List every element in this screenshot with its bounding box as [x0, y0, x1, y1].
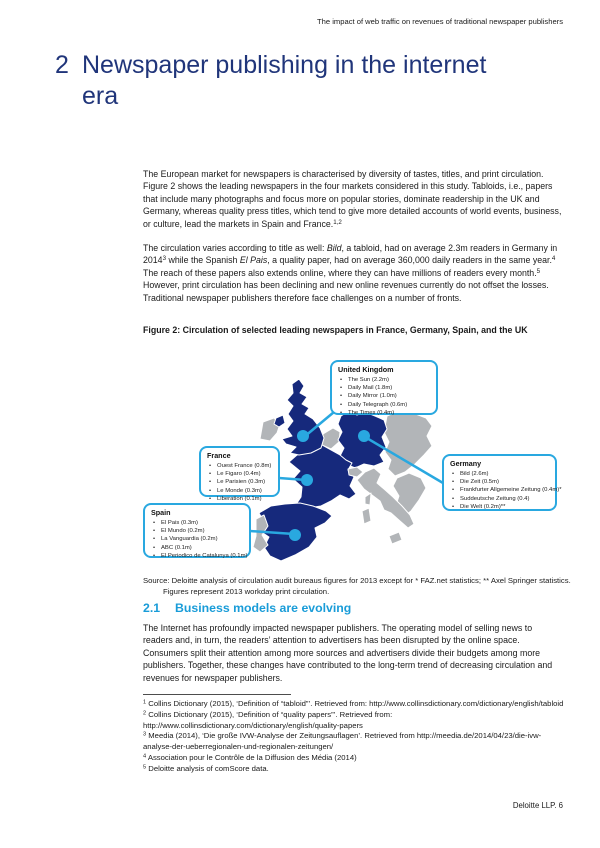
running-header: The impact of web traffic on revenues of traditional newspaper publishers	[317, 17, 563, 26]
newspaper-item: • Frankfurter Allgemeine Zeitung (0.4m)*	[450, 486, 553, 494]
title-elpais: El Pais	[239, 255, 268, 266]
newspaper-item: • El Pais (0.3m)	[151, 519, 247, 527]
newspaper-item: • Daily Mirror (1.0m)	[338, 392, 434, 400]
newspaper-item: • Die Zeit (0.5m)	[450, 478, 553, 486]
newspaper-item: • Bild (2.6m)	[450, 470, 553, 478]
footnote-divider	[143, 694, 291, 695]
title-bild: Bild	[326, 243, 342, 253]
callout-united-kingdom	[330, 360, 438, 415]
map-dot-germany	[358, 430, 370, 442]
callout-title: Germany	[450, 459, 482, 468]
figure-caption: Figure 2: Circulation of selected leading newspapers in France, Germany, Spain, and the UK	[143, 325, 528, 335]
europe-map-figure	[143, 356, 573, 570]
newspaper-item: • Le Monde (0.3m)	[207, 487, 276, 495]
newspaper-list	[207, 462, 276, 503]
footnote-2: $^2$ Collins Dictionary (2015), ‘Definition of “quality papers”’. Retrieved from: http://www.collinsdictionary.com/dictionary/english/quality-papers	[143, 709, 393, 730]
newspaper-list	[450, 470, 562, 511]
map-island-corsica	[365, 493, 371, 505]
callout-title: Spain	[151, 508, 171, 517]
newspaper-item: • Le Figaro (0.4m)	[207, 470, 276, 478]
newspaper-item: • Daily Mail (1.8m)	[338, 384, 434, 392]
newspaper-item: • Daily Telegraph (0.6m)	[338, 401, 434, 409]
paragraph-intro-1: The European market for newspapers is characterised by diversity of tastes, titles, and print circulation. Figure 2 shows the leading newspapers in the four markets considered in this study. Tabloids, i.e., papers that include many photographs and focus more on popular stories, dominate readership in the UK and Germany, whereas quality press titles, which tend to give more detailed accounts of world events, business, or culture, lead the markets in Spain and France.$^{1,2}$	[143, 169, 562, 229]
newspaper-item: • The Sun (2.2m)	[338, 376, 434, 384]
page-title	[55, 50, 560, 112]
footnote-4: $^4$ Association pour le Contrôle de la Diffusion des Média (2014)	[143, 752, 357, 762]
map-island-sicily	[389, 532, 402, 544]
footnote-ref-5: 5	[536, 267, 541, 275]
footnote-5: $^5$ Deloitte analysis of comScore data.	[143, 763, 269, 773]
page-title-text: Newspaper publishing in the internet era	[82, 51, 487, 110]
newspaper-list	[151, 519, 247, 560]
section-heading	[143, 601, 564, 615]
footnotes-block	[143, 699, 567, 775]
map-dot-spain	[289, 529, 301, 541]
map-country-switzerland	[348, 467, 363, 477]
footnote-ref-4: 4	[551, 255, 556, 263]
callout-france	[199, 446, 280, 502]
newspaper-item: • El Mundo (0.2m)	[151, 527, 247, 535]
section-number: 2.1	[143, 601, 161, 615]
map-region-northern-ireland	[274, 415, 285, 427]
newspaper-item: • Liberation (0.1m)	[207, 495, 276, 503]
callout-title: United Kingdom	[338, 365, 394, 374]
newspaper-item: • The Times (0.4m)	[338, 409, 434, 417]
callout-spain	[143, 503, 251, 558]
newspaper-item: • El Periodico de Catalunya (0.1m)	[151, 552, 247, 560]
figure-source-note: Source: Deloitte analysis of circulation audit bureaus figures for 2013 except for * FAZ.net statistics; ** Axel Springer statistics. Figures represent 2013 workday print circulation.	[143, 576, 571, 596]
newspaper-item: • ABC (0.1m)	[151, 544, 247, 552]
map-dot-france	[301, 474, 313, 486]
map-dot-uk	[297, 430, 309, 442]
paragraph-intro-2: The circulation varies according to title as well: Bild, a tabloid, had on average 2.3m readers in Germany in 2014$^3$ while the Spanish El Pais, a quality paper, had on average 360,000 daily readers in the same year.$^4$ The reach of these papers also extends online, where they can have millions of readers every month.$^5$ However, print circulation has been declining and new online revenues currently do not offset the losses. Traditional newspaper publishers therefore face challenges on a number of fronts.	[143, 243, 558, 303]
newspaper-item: • Die Welt (0.2m)**	[450, 503, 553, 511]
footnote-ref-3: 3	[162, 255, 167, 263]
map-region-eastern-europe	[384, 411, 432, 476]
footnote-3: $^3$ Meedia (2014), ‘Die große IVW-Analyse der Zeitungsauflagen’. Retrieved from http://meedia.de/2014/04/23/die-ivw-analyse-der-ueberregionalen-und-regionalen-zeitungen/	[143, 731, 542, 752]
page-footer: Deloitte LLP. 6	[512, 801, 563, 810]
map-country-benelux	[322, 428, 340, 449]
paragraph-section-body: The Internet has profoundly impacted newspaper publishers. The operating model of selling news to readers and, in turn, the readers’ attention to advertisers has been disrupted by the online space. Consumers split their attention among more sources and advertisers divide their budgets among more publishers. Together, these changes have contributed to the long-term trend of decreasing circulation and revenues for newspaper publishers.	[143, 623, 553, 683]
newspaper-list	[338, 376, 434, 417]
newspaper-item: • Le Parisien (0.3m)	[207, 478, 276, 486]
newspaper-item: • La Vanguardia (0.2m)	[151, 535, 247, 543]
footnote-ref-1-2: 1,2	[333, 218, 342, 226]
newspaper-item: • Ouest France (0.8m)	[207, 462, 276, 470]
callout-title: France	[207, 451, 231, 460]
page-title-number: 2	[55, 51, 69, 79]
callout-germany	[442, 454, 562, 511]
map-island-sardinia	[362, 508, 371, 524]
section-heading-text: Business models are evolving	[175, 601, 352, 615]
footnote-1: $^1$ Collins Dictionary (2015), ‘Definition of “tabloid”’. Retrieved from: http://www.collinsdictionary.com/dictionary/english/tabloid	[143, 699, 564, 708]
newspaper-item: • Suddeutsche Zeitung (0.4)	[450, 495, 553, 503]
map-country-uk	[282, 379, 324, 455]
